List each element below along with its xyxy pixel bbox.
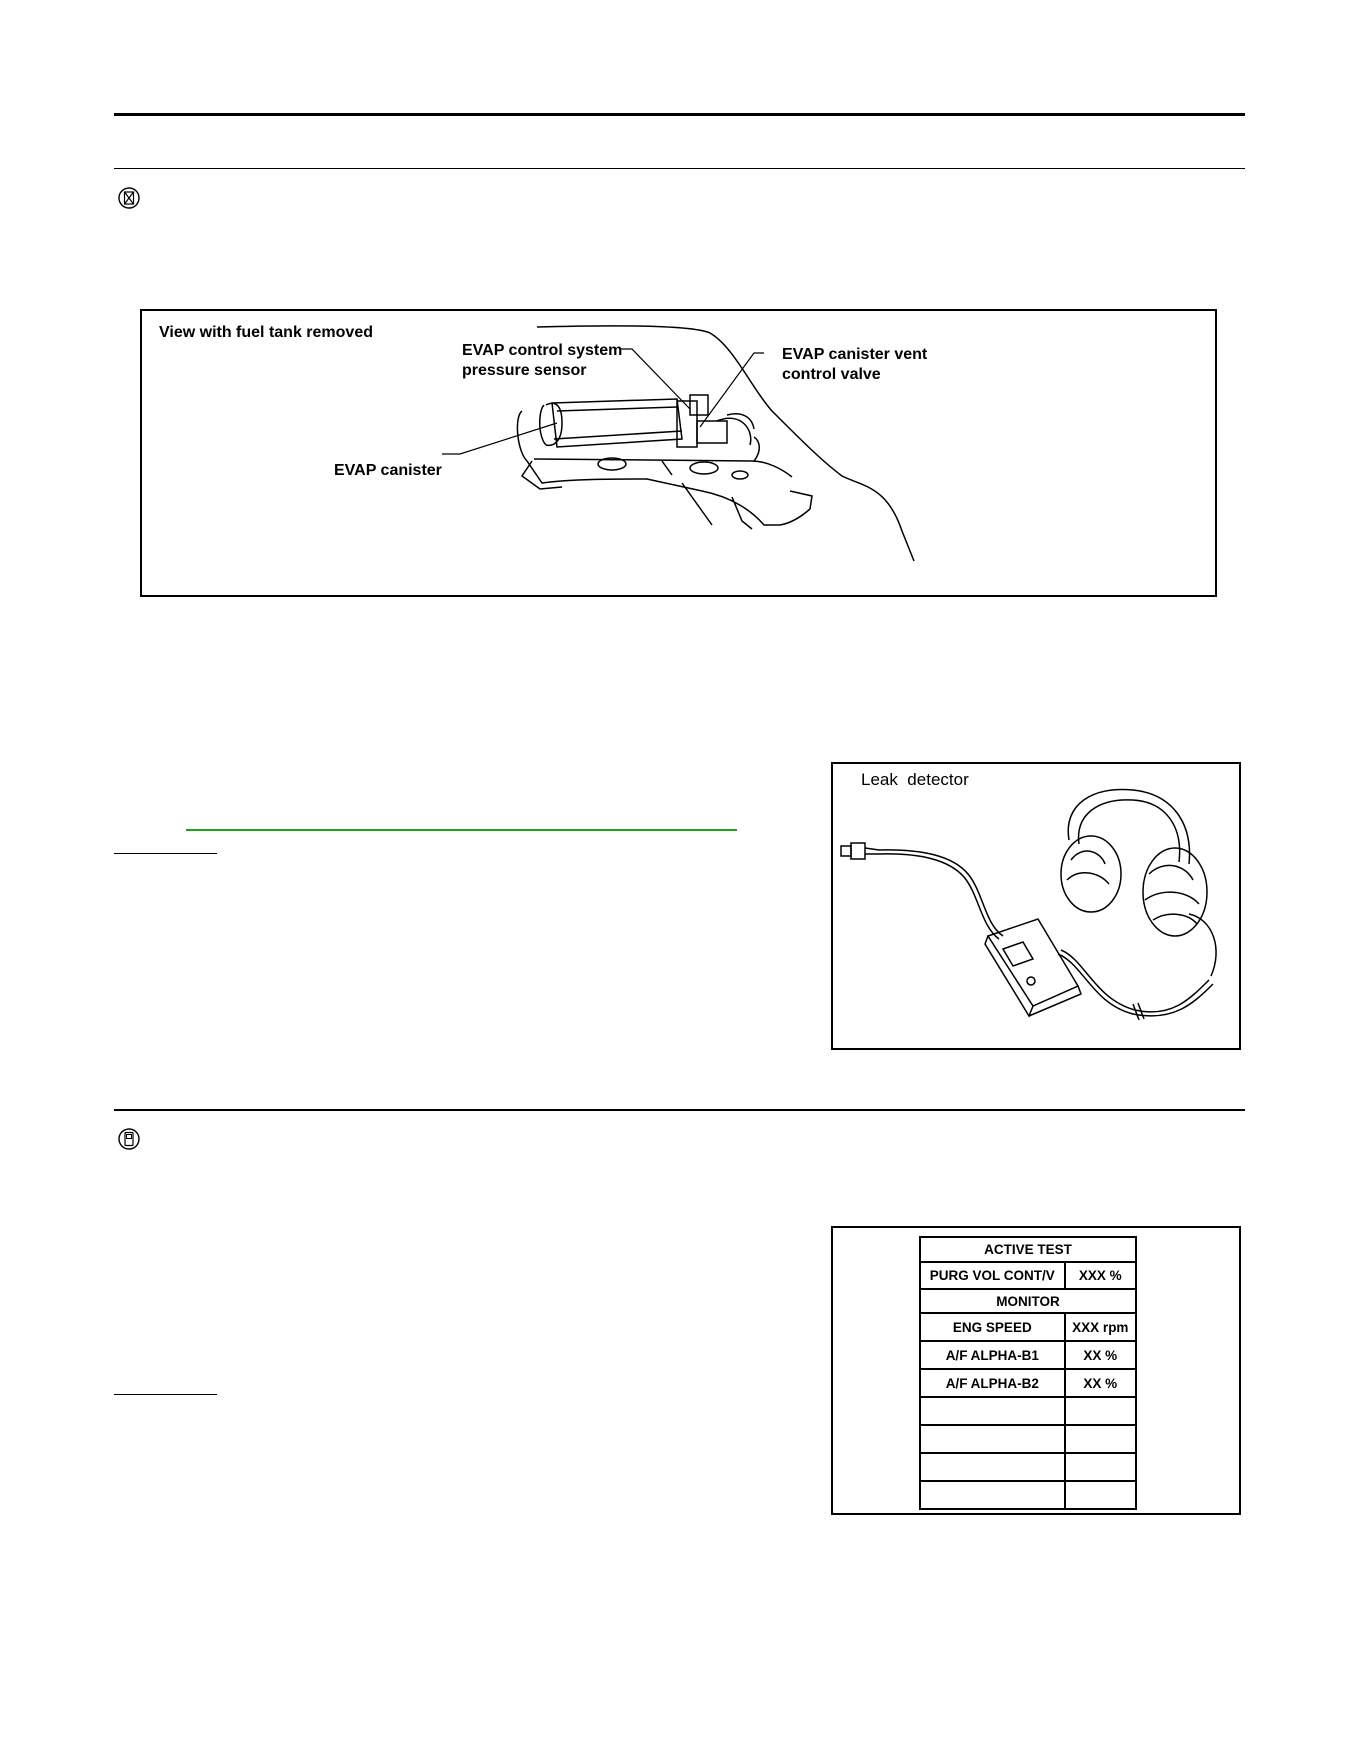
monitor-header: MONITOR — [920, 1289, 1136, 1313]
table-row — [920, 1397, 1136, 1425]
table-row — [920, 1262, 1136, 1289]
evap-canister-figure — [140, 309, 1217, 597]
row-value: XXX rpm — [1065, 1313, 1136, 1341]
without-consult-icon — [118, 187, 140, 209]
note-underline-2 — [114, 1394, 217, 1395]
row-label — [920, 1453, 1065, 1481]
link-underline[interactable] — [186, 829, 737, 831]
table-row — [920, 1237, 1136, 1262]
row-label: A/F ALPHA-B1 — [920, 1341, 1065, 1369]
table-row — [920, 1481, 1136, 1509]
row-value: XXX % — [1065, 1262, 1136, 1289]
label-vent-valve-2: control valve — [782, 366, 881, 383]
label-pressure-sensor-1: EVAP control system — [462, 342, 623, 359]
row-value — [1065, 1425, 1136, 1453]
leak-detector-figure — [831, 762, 1241, 1050]
header-rule — [114, 113, 1245, 116]
row-label — [920, 1481, 1065, 1509]
row-label: A/F ALPHA-B2 — [920, 1369, 1065, 1397]
leak-detector-title: Leak detector — [861, 770, 969, 789]
note-underline-1 — [114, 853, 217, 854]
active-test-table — [919, 1236, 1137, 1510]
label-vent-valve-1: EVAP canister vent — [782, 346, 928, 363]
row-label: ENG SPEED — [920, 1313, 1065, 1341]
section-rule-2 — [114, 1109, 1245, 1111]
active-test-figure — [831, 1226, 1241, 1515]
table-row — [920, 1289, 1136, 1313]
leak-detector-illustration — [833, 764, 1239, 1048]
row-value: XX % — [1065, 1341, 1136, 1369]
label-evap-canister: EVAP canister — [334, 462, 442, 479]
active-test-header: ACTIVE TEST — [920, 1237, 1136, 1262]
with-consult-icon — [118, 1128, 140, 1150]
row-value — [1065, 1397, 1136, 1425]
evap-canister-illustration — [142, 311, 1215, 595]
row-label: PURG VOL CONT/V — [920, 1262, 1065, 1289]
row-value: XX % — [1065, 1369, 1136, 1397]
table-row — [920, 1369, 1136, 1397]
row-label — [920, 1397, 1065, 1425]
figure-title: View with fuel tank removed — [159, 324, 373, 341]
table-row — [920, 1453, 1136, 1481]
label-pressure-sensor-2: pressure sensor — [462, 362, 587, 379]
row-label — [920, 1425, 1065, 1453]
table-row — [920, 1313, 1136, 1341]
table-row — [920, 1341, 1136, 1369]
section-rule-1 — [114, 168, 1245, 169]
row-value — [1065, 1481, 1136, 1509]
table-row — [920, 1425, 1136, 1453]
row-value — [1065, 1453, 1136, 1481]
